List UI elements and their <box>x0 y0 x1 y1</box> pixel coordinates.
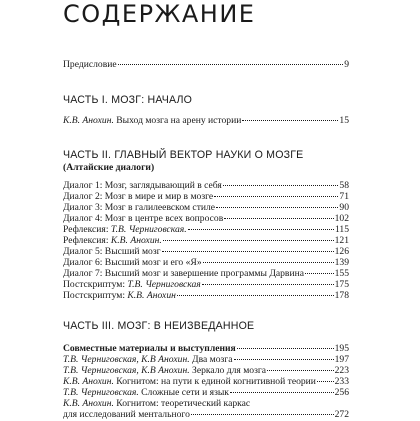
toc-entry-title: для исследований ментального <box>63 409 190 420</box>
toc-entry[interactable] <box>63 115 349 127</box>
toc-entry-page: 223 <box>334 365 349 376</box>
toc-entry-page: 102 <box>334 213 349 224</box>
dot-leader <box>305 273 334 274</box>
toc-entry-title: Рефлексия: <box>63 224 109 235</box>
dot-leader <box>188 229 334 230</box>
dot-leader <box>237 348 334 349</box>
toc-entry-title: Зеркало для мозга <box>192 365 267 376</box>
toc-entry-title: Диалог 1: Мозг, заглядывающий в себя <box>63 180 222 191</box>
toc-entry-title: Рефлексия: <box>63 235 109 246</box>
toc-entry-page: 233 <box>334 376 349 387</box>
toc-entry-page: 175 <box>334 279 349 290</box>
toc-entry-page: 90 <box>339 202 349 213</box>
toc-entry-page: 195 <box>334 343 349 354</box>
part-2-heading: ЧАСТЬ II. ГЛАВНЫЙ ВЕКТОР НАУКИ О МОЗГЕ <box>63 149 304 161</box>
toc-entry[interactable] <box>63 409 349 421</box>
toc-entry-title: Два мозга <box>192 354 233 365</box>
part-1-heading: ЧАСТЬ I. МОЗГ: НАЧАЛО <box>63 94 193 106</box>
toc-entry-title: Постскриптум: <box>63 290 125 301</box>
toc-entry-author: К.В. Анохин. <box>63 398 114 409</box>
toc-entry-author: К.В. Анохин. <box>63 376 114 387</box>
toc-entry[interactable] <box>63 290 349 302</box>
toc-entry-title: Диалог 6: Высший мозг и его «Я» <box>63 257 202 268</box>
toc-entry-title: Предисловие <box>63 59 117 70</box>
dot-leader <box>242 120 338 121</box>
toc-entry-title: Диалог 7: Высший мозг и завершение программы Дарвина <box>63 268 304 279</box>
toc-entry-title: Совместные материалы и выступления <box>63 343 236 354</box>
dot-leader <box>163 240 334 241</box>
toc-entry-title: Диалог 5: Высший мозг <box>63 246 161 257</box>
toc-entry-page: 197 <box>334 354 349 365</box>
toc-entry-page: 71 <box>339 191 349 202</box>
toc-entry-title: Сложные сети и язык <box>141 387 229 398</box>
dot-leader <box>224 218 333 219</box>
toc-entry-title: Когнитом: на пути к единой когнитивной теории <box>116 376 316 387</box>
toc-entry-page: 272 <box>334 409 349 420</box>
dot-leader <box>317 381 334 382</box>
dot-leader <box>162 251 334 252</box>
dot-leader <box>214 196 338 197</box>
toc-entry-title: Выход мозга на арену истории <box>116 115 242 126</box>
toc-entry-page: 256 <box>334 387 349 398</box>
toc-entry-page: 178 <box>334 290 349 301</box>
toc-entry-author: Т.В. Черниговская. <box>110 224 187 235</box>
dot-leader <box>177 295 334 296</box>
toc-entry-author: Т.В. Черниговская, К.В Анохин. <box>63 354 190 365</box>
toc-entry-page: 115 <box>334 224 349 235</box>
toc-entry-page: 58 <box>339 180 349 191</box>
dot-leader <box>118 64 344 65</box>
toc-entry-title: Диалог 2: Мозг в мире и мир в мозге <box>63 191 214 202</box>
dot-leader <box>202 284 334 285</box>
toc-entry-author: Т.В. Черниговская <box>127 279 201 290</box>
part-3-heading: ЧАСТЬ III. МОЗГ: В НЕИЗВЕДАННОЕ <box>63 320 255 332</box>
dot-leader <box>267 370 334 371</box>
dot-leader <box>234 359 334 360</box>
dot-leader <box>230 392 334 393</box>
toc-entry-title: Когнитом: теоретический каркас <box>116 398 251 409</box>
toc-entry-page: 139 <box>334 257 349 268</box>
toc-entry-title: Диалог 4: Мозг в центре всех вопросов <box>63 213 224 224</box>
toc-entry-author: Т.В. Черниговская. <box>63 387 139 398</box>
dot-leader <box>203 262 334 263</box>
toc-entry-page: 126 <box>334 246 349 257</box>
toc-entry-title: Диалог 3: Мозг в галилеевском стиле <box>63 202 216 213</box>
toc-entry-author: К.В. Анохин. <box>110 235 162 246</box>
toc-entry-author: К.В. Анохин <box>127 290 176 301</box>
toc-entry-title: Постскриптум: <box>63 279 125 290</box>
dot-leader <box>223 185 339 186</box>
part-2-subtitle: (Алтайские диалоги) <box>63 162 155 173</box>
toc-entry-author: Т.В. Черниговская, К.В Анохин. <box>63 365 190 376</box>
toc-entry-page: 155 <box>334 268 349 279</box>
toc-entry-author: К.В. Анохин. <box>63 115 114 126</box>
dot-leader <box>216 207 338 208</box>
toc-entry-page: 121 <box>334 235 349 246</box>
page-title: СОДЕРЖАНИЕ <box>63 0 256 28</box>
toc-entry-page: 15 <box>339 115 349 126</box>
dot-leader <box>191 414 334 415</box>
toc-entry-preface[interactable] <box>63 59 349 71</box>
toc-entry-page: 9 <box>344 59 349 70</box>
